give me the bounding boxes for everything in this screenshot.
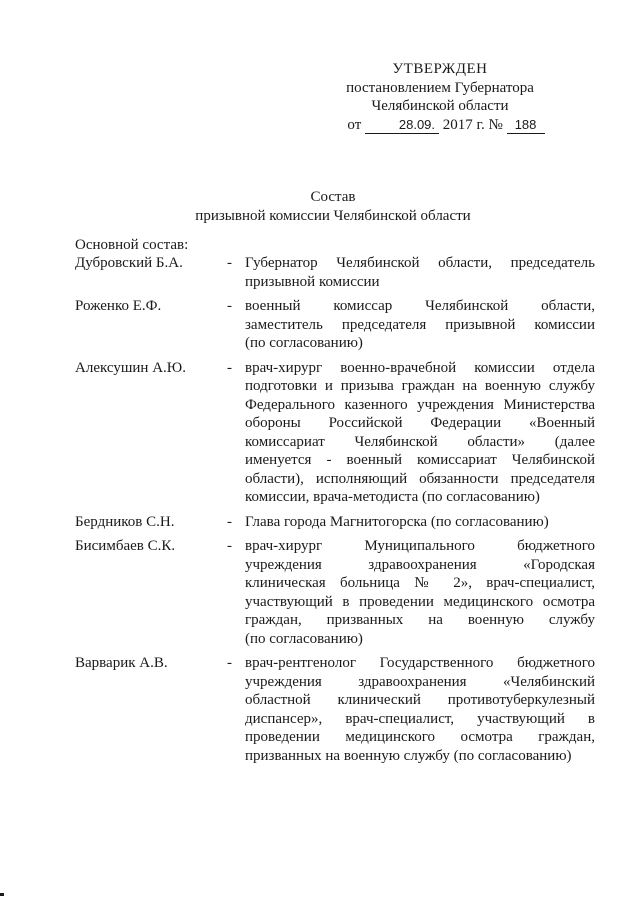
member-role-line: Глава города Магнитогорска (по согласованию) [245, 513, 549, 530]
member-name: Дубровский Б.А. [75, 255, 183, 271]
member-role-line: именуется - военный комиссариат Челябинской [245, 452, 595, 468]
member-role-line: учреждения здравоохранения «Челябинский [245, 673, 595, 690]
member-dash: - [227, 538, 232, 554]
year-text: 2017 г. № [442, 116, 503, 133]
member-row [75, 297, 595, 353]
member-role-line: врач-рентгенолог Государственного бюджетного [245, 655, 595, 671]
member-row [75, 513, 595, 532]
member-role [245, 297, 595, 353]
heading-title: Состав [310, 189, 356, 205]
member-role-line: призывной комиссии [245, 273, 380, 290]
member-row [75, 254, 595, 291]
member-dash: - [227, 359, 232, 376]
member-row [75, 654, 595, 765]
date-field: 28.09. [365, 117, 439, 134]
member-name: Варварик А.В. [75, 655, 168, 671]
member-role [245, 359, 595, 507]
member-role-line: Губернатор Челябинской области, председатель [245, 255, 595, 271]
member-role-line: врач-хирург Муниципального бюджетного [245, 538, 595, 554]
document-heading [0, 188, 640, 225]
member-role [245, 654, 595, 765]
member-row [75, 537, 595, 648]
date-prefix: от [347, 116, 362, 133]
approval-line-1: постановлением Губернатора [346, 79, 534, 96]
member-role-line: клиническая больница № 2», врач-специалист, [245, 575, 595, 591]
member-row [75, 359, 595, 507]
member-role-line: призванных на военную службу (по согласованию) [245, 747, 572, 764]
member-dash: - [227, 513, 232, 530]
member-role-line: комиссии, врача-методиста (по согласованию) [245, 489, 540, 505]
member-role [245, 254, 595, 291]
member-role-line: Федерального казенного учреждения Министерства [245, 396, 595, 413]
approval-date-line [312, 116, 580, 135]
member-role [245, 513, 595, 532]
members-list [75, 254, 595, 771]
member-name: Бердников С.Н. [75, 513, 175, 530]
approval-title: УТВЕРЖДЕН [392, 61, 488, 77]
member-role-line: граждан, призванных на военную службу [245, 612, 595, 628]
member-role-line: проведении медицинского осмотра граждан, [245, 729, 595, 745]
member-role [245, 537, 595, 648]
member-dash: - [227, 655, 232, 671]
member-name: Роженко Е.Ф. [75, 298, 162, 314]
approval-stamp [300, 60, 580, 134]
member-role-line: участвующий в проведении медицинского осмотра [245, 593, 595, 610]
member-role-line: области), исполняющий обязанности председателя [245, 470, 595, 487]
member-role-line: (по согласованию) [245, 335, 363, 351]
member-role-line: заместитель председателя призывной комиссии [245, 316, 595, 333]
member-role-line: подготовки и призыва граждан на военную службу [245, 378, 595, 394]
member-role-line: врач-хирург военно-врачебной комиссии отдела [245, 359, 595, 376]
member-role-line: обороны Российской Федерации «Военный [245, 415, 595, 431]
section-label: Основной состав: [75, 237, 189, 253]
approval-line-2: Челябинской области [371, 98, 509, 114]
decree-number-field: 188 [507, 117, 545, 134]
scan-mark [0, 893, 4, 896]
member-role-line: учреждения здравоохранения «Городская [245, 556, 595, 573]
member-name: Алексушин А.Ю. [75, 359, 186, 376]
member-dash: - [227, 255, 232, 271]
member-name: Бисимбаев С.К. [75, 538, 176, 554]
member-role-line: комиссариат Челябинской области» (далее [245, 433, 595, 450]
member-role-line: диспансер», врач-специалист, участвующий в [245, 710, 595, 727]
member-role-line: областной клинический противотуберкулезный [245, 692, 595, 708]
heading-subtitle: призывной комиссии Челябинской области [195, 207, 471, 224]
member-role-line: военный комиссар Челябинской области, [245, 298, 595, 314]
member-dash: - [227, 298, 232, 314]
member-role-line: (по согласованию) [245, 630, 363, 647]
